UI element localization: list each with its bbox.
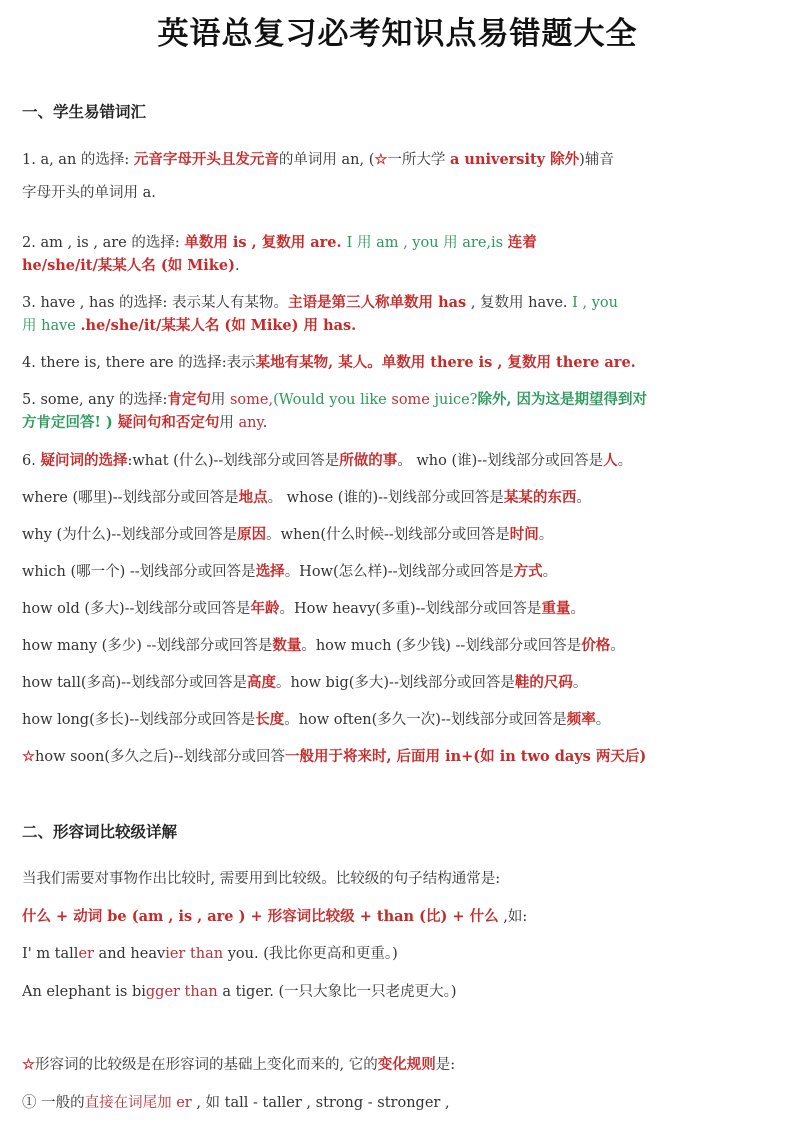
text-run: 疑问词的选择 (40, 452, 128, 469)
section-heading-comparatives: 二、形容词比较级详解 (22, 823, 178, 841)
text-line (22, 148, 614, 169)
text-line (22, 486, 591, 507)
text-run: :what (什么)--划线部分或回答是 (127, 453, 340, 469)
text-run: 。 (538, 527, 554, 543)
text-run: 主语是第三人称单数用 has (288, 294, 467, 311)
text-run: 。 whose (谁的)--划线部分或回答是 (267, 490, 504, 506)
text-line (22, 634, 625, 655)
text-run: how many (多少) --划线部分或回答是 (22, 638, 273, 654)
text-line (22, 1053, 455, 1074)
text-run: , 复数用 have. (466, 295, 573, 311)
text-line (22, 351, 636, 372)
text-line (22, 411, 267, 432)
text-line (22, 231, 537, 252)
text-run: 用 (219, 415, 239, 431)
text-run: 所做的事 (339, 452, 398, 469)
text-run: 。 (576, 490, 591, 506)
text-run: 。How(怎么样)--划线部分或回答是 (284, 564, 514, 580)
text-run: 数量 (272, 637, 302, 654)
text-run: 一所大学 (387, 152, 450, 168)
text-line (22, 708, 610, 729)
text-line (22, 291, 618, 312)
text-run: 变化规则 (377, 1056, 436, 1073)
text-run: 字母开头的单词用 a. (22, 185, 156, 201)
text-line (22, 745, 646, 766)
text-run: which (哪一个) --划线部分或回答是 (22, 564, 256, 580)
text-run: how tall(多高)--划线部分或回答是 (22, 675, 247, 691)
text-line (22, 905, 527, 926)
text-run: 。 (595, 712, 611, 728)
text-run: 某某的东西 (503, 489, 577, 506)
text-run: 当我们需要对事物作出比较时, 需要用到比较级。比较级的句子结构通常是: (22, 871, 501, 887)
text-run: 。 (617, 453, 633, 469)
text-line (22, 597, 585, 618)
text-run: 5. some, any 的选择: (22, 392, 168, 408)
text-run: 。how big(多大)--划线部分或回答是 (275, 675, 515, 691)
text-run: 某地有某物, 某人。单数用 there is , 复数用 there are. (255, 354, 636, 371)
text-run: why (为什么)--划线部分或回答是 (22, 527, 238, 543)
text-run: ☆ (374, 151, 388, 168)
text-run: gger than (145, 984, 218, 1000)
text-run: and heav (93, 946, 166, 962)
text-run: I 用 am , you 用 are,is (346, 235, 508, 251)
text-run: )辅音 (579, 152, 614, 168)
text-line (22, 560, 557, 581)
text-run: how long(多长)--划线部分或回答是 (22, 712, 256, 728)
text-run: 年龄 (250, 600, 280, 617)
text-run: juice? (429, 392, 478, 408)
text-run: I' m tall (22, 946, 79, 962)
text-line (22, 388, 647, 409)
text-run: 用 have (22, 318, 81, 334)
text-run: ☆ (22, 1056, 35, 1073)
text-line (22, 314, 356, 335)
text-run: 2. am , is , are 的选择: (22, 235, 185, 251)
text-run: 重量 (541, 600, 571, 617)
text-run: 什么 + 动词 be (am , is , are ) + 形容词比较级 + than (比) + 什么 (22, 908, 499, 925)
text-line (22, 942, 398, 963)
text-run: 元音字母开头且发元音 (133, 151, 279, 168)
text-run: er (78, 946, 94, 962)
text-run: how old (多大)--划线部分或回答是 (22, 601, 251, 617)
text-run: 疑问句和否定句 (117, 414, 220, 431)
text-run: ier than (165, 946, 224, 962)
text-run: 直接在词尾加 er (84, 1095, 192, 1111)
text-run: 方式 (513, 563, 543, 580)
text-run: 长度 (255, 711, 285, 728)
text-line (22, 181, 156, 202)
text-run: (Would you like (273, 392, 392, 408)
text-run: where (哪里)--划线部分或回答是 (22, 490, 239, 506)
text-line (22, 867, 500, 888)
text-run: 单数用 is , 复数用 are. (184, 234, 347, 251)
text-run: 。 (542, 564, 558, 580)
text-run: 。How heavy(多重)--划线部分或回答是 (279, 601, 542, 617)
text-run: 。 (572, 675, 588, 691)
text-run: 1. a, an 的选择: (22, 152, 134, 168)
section-heading-vocabulary: 一、学生易错词汇 (22, 103, 147, 121)
text-run: 原因 (237, 526, 267, 543)
text-run: 是: (435, 1057, 456, 1073)
text-run: any (238, 415, 263, 431)
text-run: 4. there is, there are 的选择:表示 (22, 355, 256, 371)
text-line (22, 980, 457, 1001)
text-run: I , you (572, 295, 618, 311)
text-run: 地点 (238, 489, 268, 506)
text-line (22, 1091, 450, 1112)
text-run: 价格 (581, 637, 611, 654)
text-run: 。how often(多久一次)--划线部分或回答是 (284, 712, 567, 728)
text-run: 3. have , has 的选择: 表示某人有某物。 (22, 295, 289, 311)
text-run: An elephant is bi (22, 984, 146, 1000)
text-run: 除外, 因为这是期望得到对 (477, 391, 648, 408)
text-run: 用 (210, 392, 230, 408)
text-run: 。 (610, 638, 625, 654)
text-run: 频率 (566, 711, 596, 728)
text-run: 高度 (246, 674, 276, 691)
text-line (22, 523, 553, 544)
text-run: 连着 (507, 234, 537, 251)
text-run: 。 who (谁)--划线部分或回答是 (397, 453, 604, 469)
text-run: 鞋的尺码 (514, 674, 573, 691)
text-line (22, 254, 240, 275)
text-run: 一般用于将来时, 后面用 in+(如 in two days 两天后) (284, 748, 647, 765)
text-run: some, (229, 392, 274, 408)
text-run: 形容词的比较级是在形容词的基础上变化而来的, 它的 (35, 1057, 378, 1073)
text-run: 选择 (255, 563, 285, 580)
text-run: ☆ (22, 748, 35, 765)
text-run: , 如 tall - taller , strong - stronger , (191, 1095, 450, 1111)
text-run: 6. (22, 453, 41, 469)
document-title: 英语总复习必考知识点易错题大全 (157, 16, 638, 52)
text-run: 。 (570, 601, 585, 617)
text-run: a university 除外 (449, 151, 580, 168)
text-run: . (234, 258, 240, 274)
text-run: 方肯定回答! ) (22, 414, 118, 431)
text-run: a tiger. (一只大象比一只老虎更大。) (217, 984, 457, 1000)
text-run: 的单词用 an, ( (278, 152, 375, 168)
text-run: he/she/it/某某人名 (如 Mike) (22, 257, 235, 274)
text-run: 。how much (多少钱) --划线部分或回答是 (301, 638, 582, 654)
text-run: ① 一般的 (22, 1095, 85, 1111)
text-line (22, 449, 632, 470)
text-run: 人 (603, 452, 618, 469)
text-run: 肯定句 (167, 391, 211, 408)
text-run: .he/she/it/某某人名 (如 Mike) 用 has. (80, 317, 357, 334)
text-run: some (391, 392, 430, 408)
text-run: you. (我比你更高和更重。) (223, 946, 398, 962)
text-line (22, 671, 587, 692)
text-run: how soon(多久之后)--划线部分或回答 (35, 749, 285, 765)
text-run: 时间 (509, 526, 539, 543)
text-run: . (262, 415, 268, 431)
text-run: 。when(什么时候--划线部分或回答是 (266, 527, 510, 543)
text-run: ,如: (498, 909, 528, 925)
